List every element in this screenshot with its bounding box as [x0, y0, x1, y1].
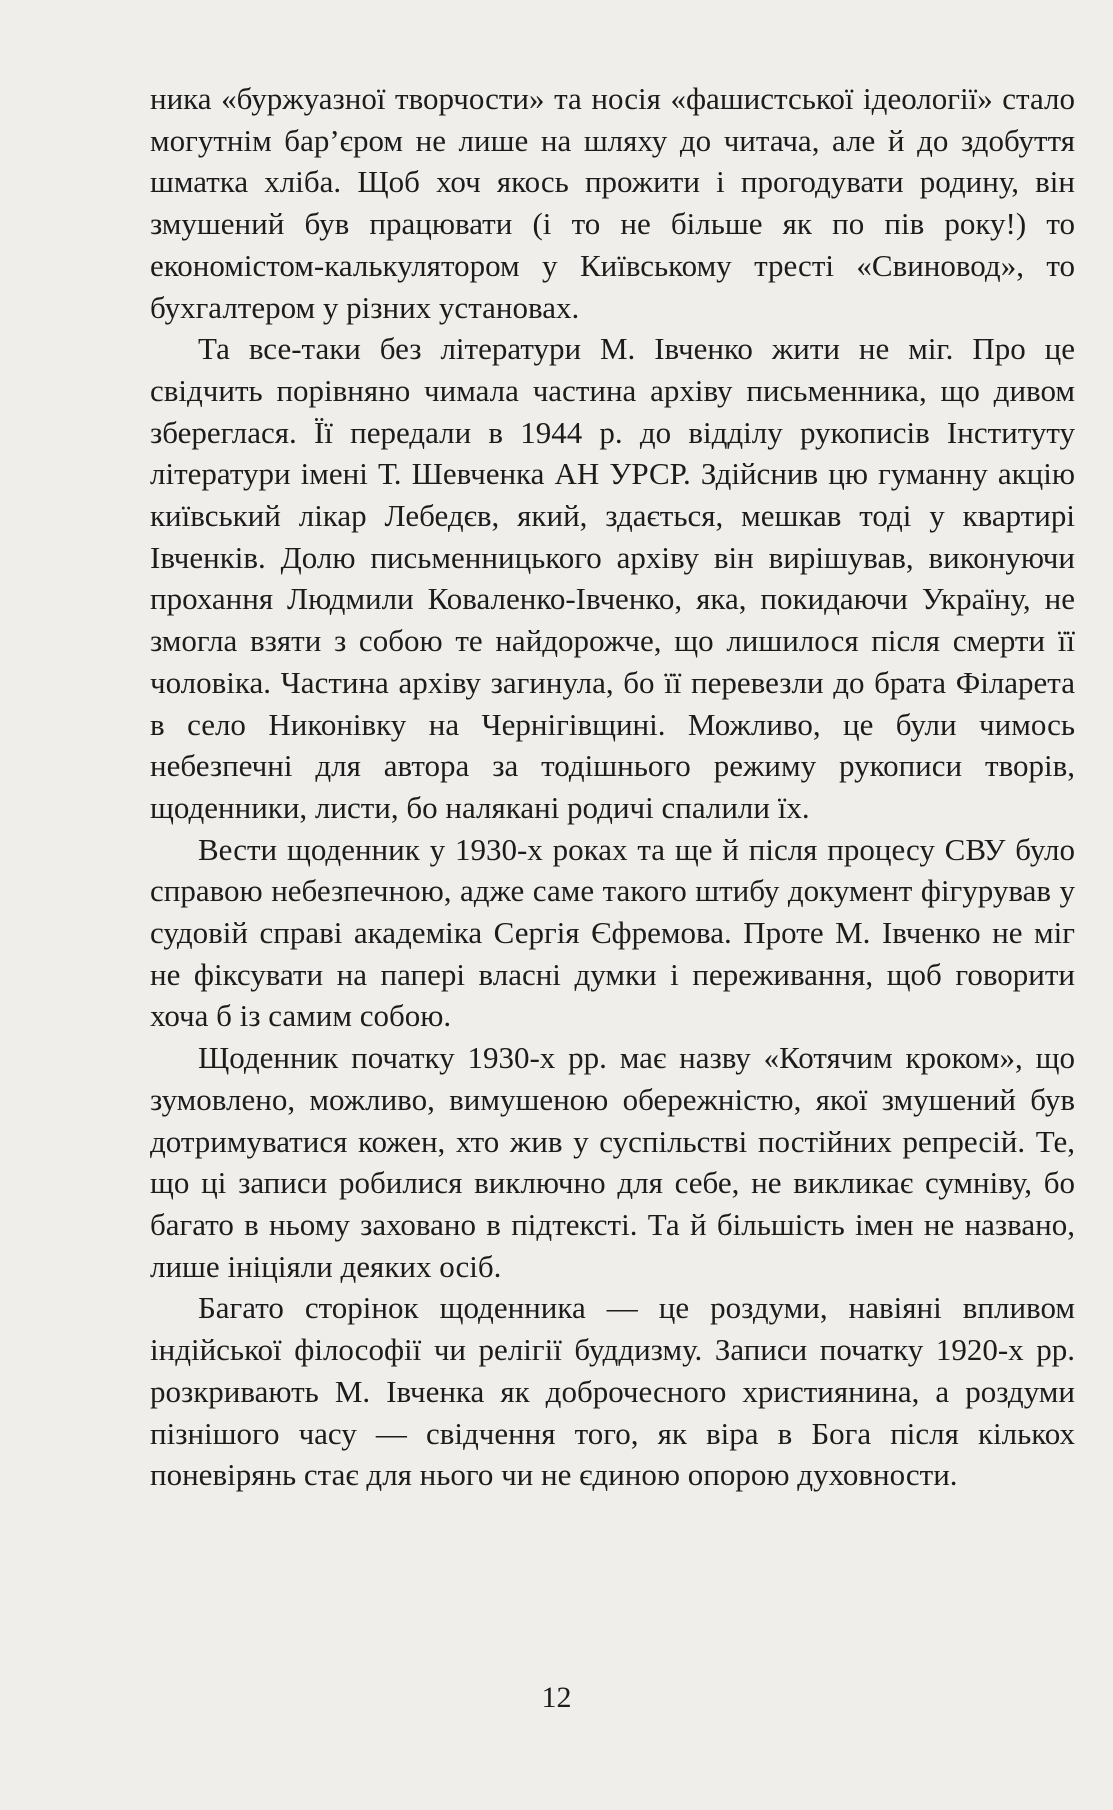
paragraph-3: Вести щоденник у 1930-х роках та ще й після процесу СВУ було справою небезпечною, адже саме такого штибу документ фігурував у судовій справі академіка Сергія Єфремова. Проте М. Івченко не міг не фіксувати на папері власні думки і переживання, щоб говорити хоча б із самим собою. — [150, 831, 1075, 1034]
body-text — [150, 78, 1075, 1496]
paragraph-5: Багато сторінок щоденника — це роздуми, навіяні впливом індійської філософії чи релігії буддизму. Записи початку 1920-х рр. розкривають М. Івченка як доброчесного християнина, а роздуми пізнішого часу — свідчення того, як віра в Бога після кількох поневірянь стає для нього чи не єдиною опорою духовности. — [150, 1290, 1075, 1493]
paragraph-2: Та все-таки без літератури М. Івченко жити не міг. Про це свідчить порівняно чимала частина архіву письменника, що дивом збереглася. Її передали в 1944 р. до відділу рукописів Інституту літератури імені Т. Шевченка АН УРСР. Здійснив цю гуманну акцію київський лікар Лебедєв, який, здається, мешкав тоді у квартирі Івченків. Долю письменницького архіву він вирішував, виконуючи прохання Людмили Коваленко-Івченко, яка, покидаючи Україну, не змогла взяти з собою те найдорожче, що лишилося після смерти її чоловіка. Частина архіву загинула, бо її перевезли до брата Філарета в село Никонівку на Чернігівщині. Можливо, це були чимось небезпечні для автора за тодішнього режиму рукописи творів, щоденники, листи, бо налякані родичі спалили їх. — [150, 331, 1075, 825]
page-number: 12 — [541, 1681, 572, 1714]
paragraph-1: ника «буржуазної творчости» та носія «фашистської ідеології» стало могутнім бар’єром не лише на шляху до читача, але й до здобуття шматка хліба. Щоб хоч якось прожити і прогодувати родину, він змушений був працювати (і то не більше як по пів року!) то економістом-калькулятором у Київському тресті «Свиновод», то бухгалтером у різних установах. — [150, 81, 1075, 325]
paragraph-4: Щоденник початку 1930-х рр. має назву «Котячим кроком», що зумовлено, можливо, вимушеною обережністю, якої змушений був дотримуватися кожен, хто жив у суспільстві постійних репресій. Те, що ці записи робилися виключно для себе, не викликає сумніву, бо багато в ньому заховано в підтексті. Та й більшість імен не названо, лише ініціяли деяких осіб. — [150, 1040, 1075, 1284]
